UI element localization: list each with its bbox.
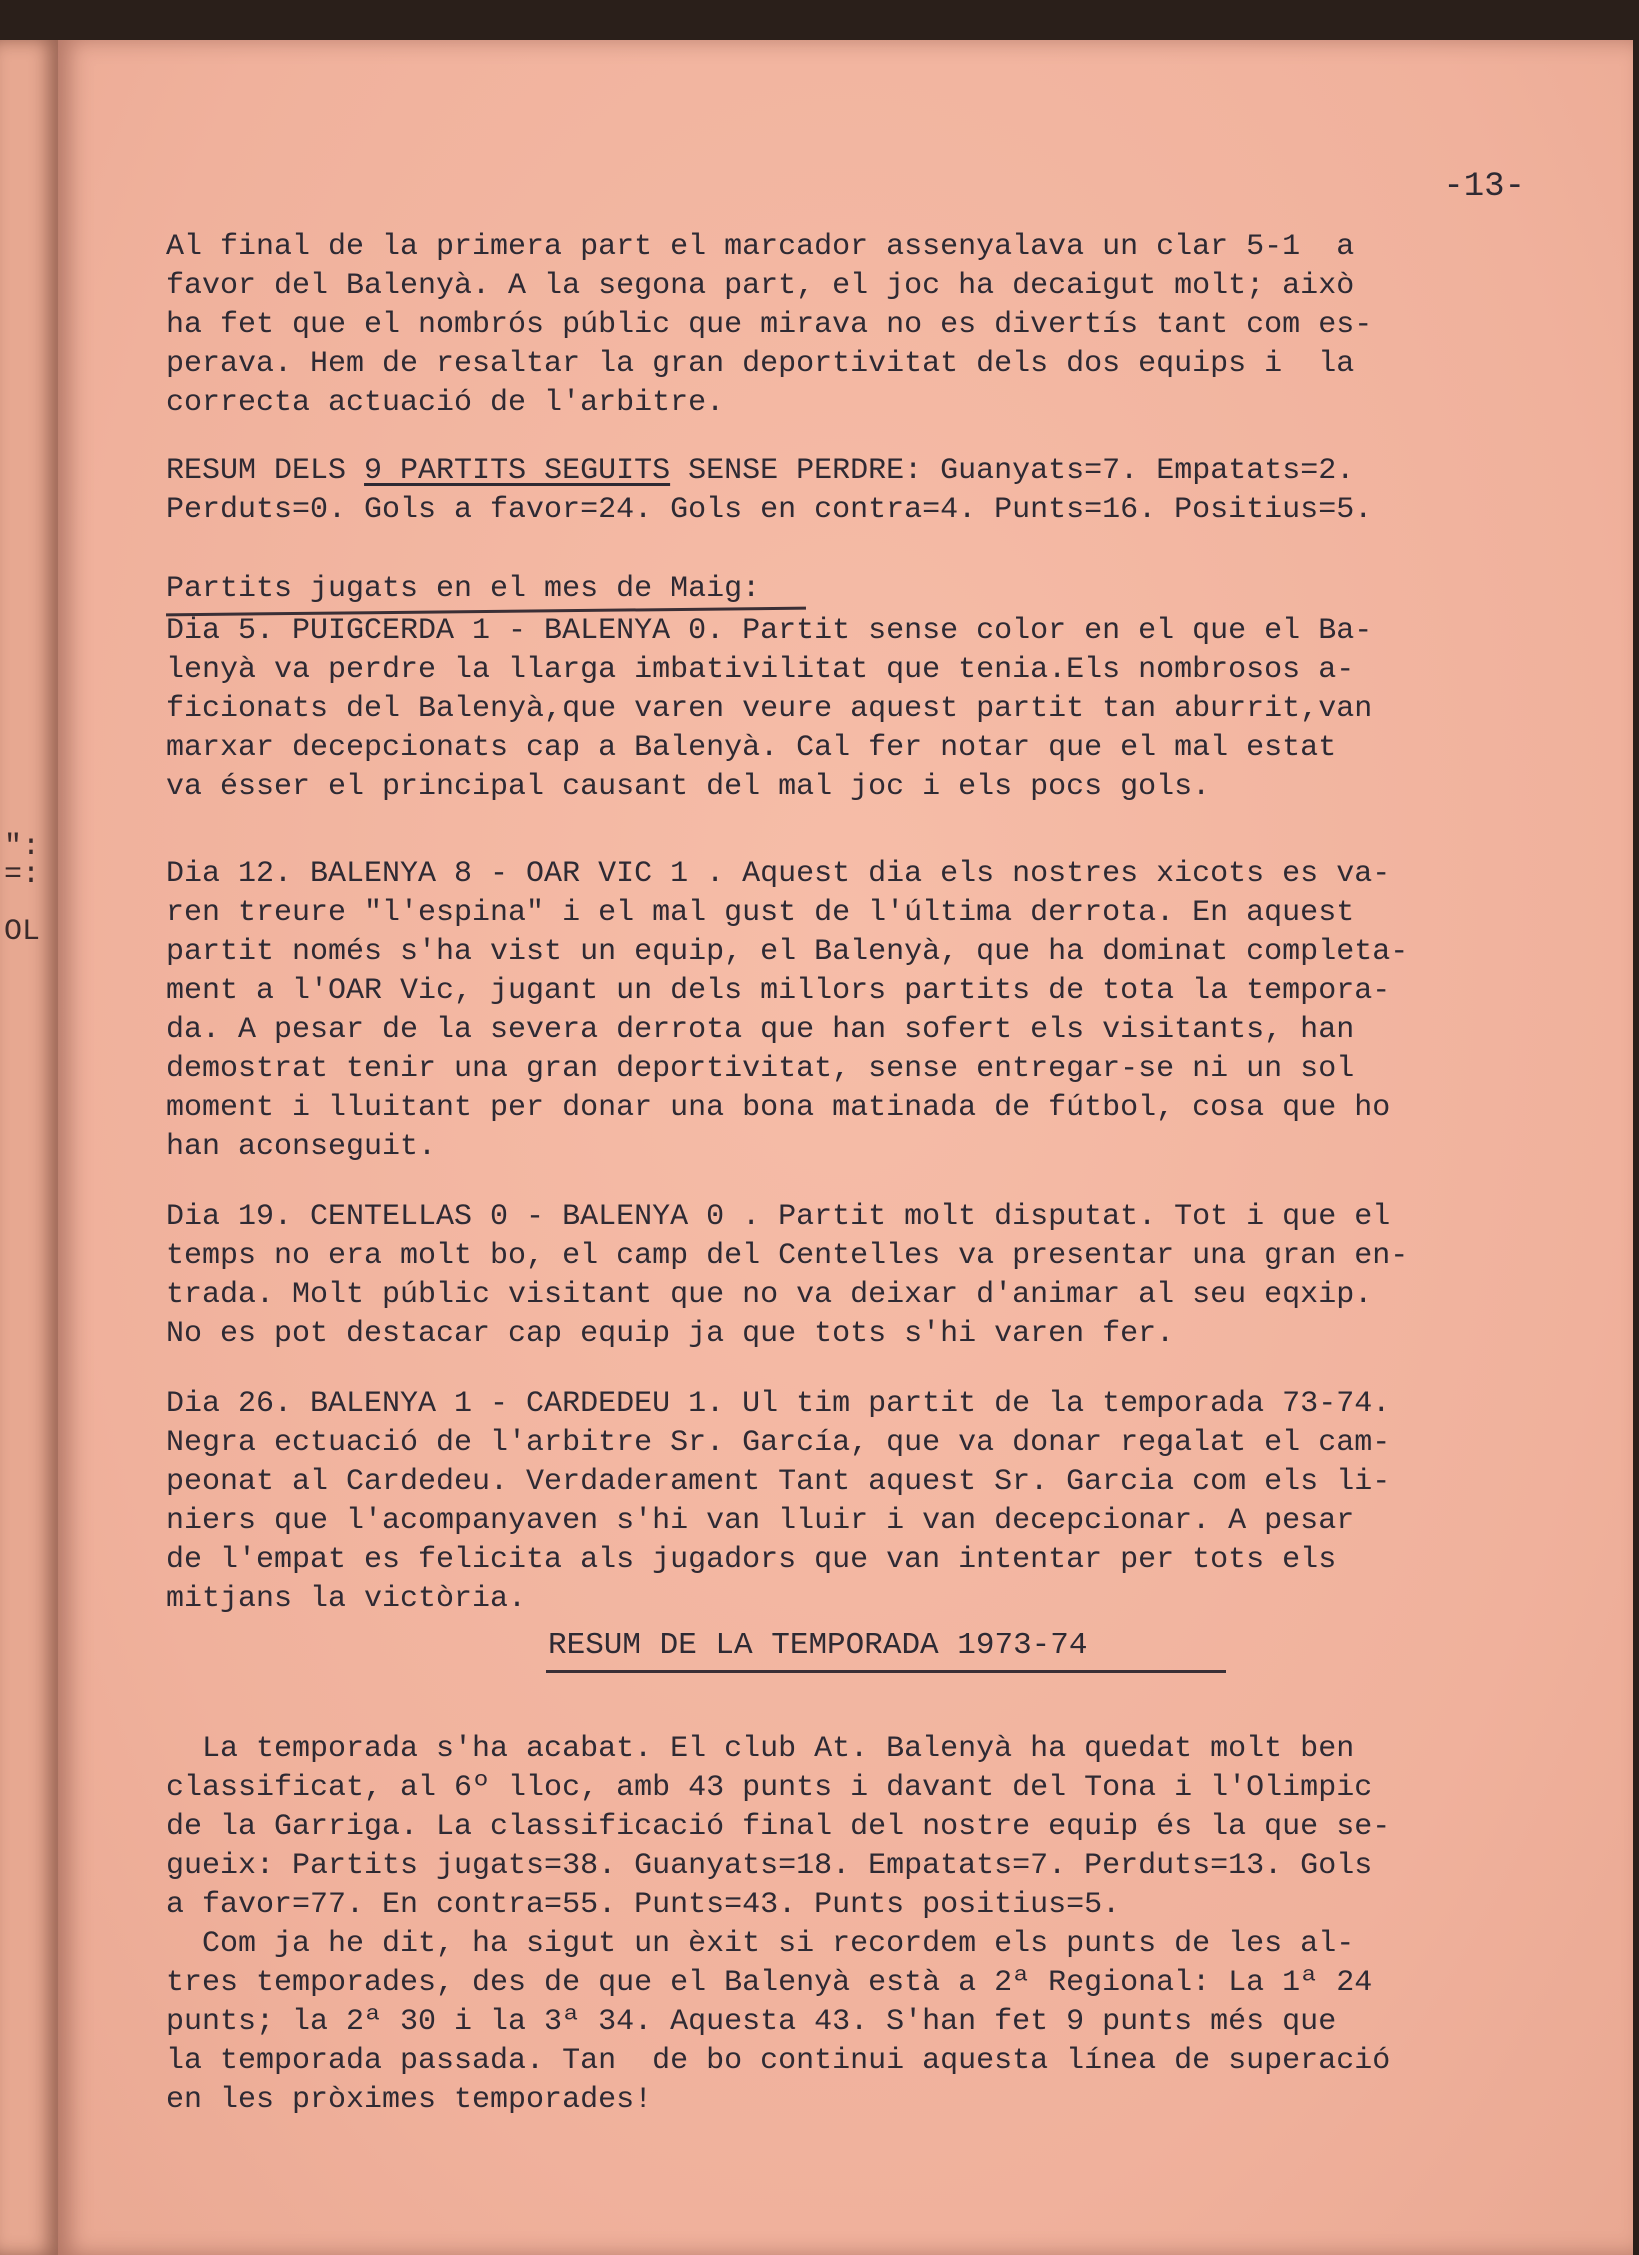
text-line: mitjans la victòria. bbox=[166, 1582, 527, 1616]
section-heading-may-matches: Partits jugats en el mes de Maig: bbox=[166, 572, 761, 606]
text-line: punts; la 2ª 30 i la 3ª 34. Aquesta 43. S'han fet 9 punts més que bbox=[166, 2005, 1337, 2039]
text-line: la temporada passada. Tan de bo continui aquesta línea de superació bbox=[166, 2044, 1391, 2078]
text-line: da. A pesar de la severa derrota que han sofert els visitants, han bbox=[166, 1013, 1355, 1047]
text-line: No es pot destacar cap equip ja que tots s'hi varen fer. bbox=[166, 1317, 1175, 1351]
season-comparison-paragraph bbox=[166, 1925, 1596, 2120]
summary-suffix: SENSE PERDRE: Guanyats=7. Empatats=2. bbox=[670, 454, 1355, 488]
text-line: han aconseguit. bbox=[166, 1130, 437, 1164]
summary-underlined: 9 PARTITS SEGUITS bbox=[364, 454, 671, 488]
text-line: a favor=77. En contra=55. Punts=43. Punts positius=5. bbox=[166, 1888, 1121, 1922]
text-line: Negra ectuació de l'arbitre Sr. García, que va donar regalat el cam- bbox=[166, 1426, 1391, 1460]
text-line: temps no era molt bo, el camp del Centelles va presentar una gran en- bbox=[166, 1239, 1409, 1273]
text-line: lenyà va perdre la llarga imbativilitat que tenia.Els nombrosos a- bbox=[166, 653, 1355, 687]
paragraph-first-half bbox=[166, 228, 1596, 423]
text-line bbox=[166, 452, 1596, 491]
prev-page-fragment: OL bbox=[4, 915, 41, 949]
text-line: Perduts=0. Gols a favor=24. Gols en contra=4. Punts=16. Positius=5. bbox=[166, 493, 1373, 527]
text-line: Dia 12. BALENYA 8 - OAR VIC 1 . Aquest dia els nostres xicots es va- bbox=[166, 857, 1391, 891]
text-line: de la Garriga. La classificació final del nostre equip és la que se- bbox=[166, 1810, 1391, 1844]
text-line: perava. Hem de resaltar la gran deportivitat dels dos equips i la bbox=[166, 347, 1355, 381]
text-line: correcta actuació de l'arbitre. bbox=[166, 386, 725, 420]
season-summary-heading: RESUM DE LA TEMPORADA 1973-74 bbox=[548, 1628, 1088, 1663]
matches-heading-block bbox=[166, 570, 1596, 609]
season-summary-paragraph bbox=[166, 1730, 1596, 1925]
text-line: moment i lluitant per donar una bona matinada de fútbol, cosa que ho bbox=[166, 1091, 1391, 1125]
text-line: favor del Balenyà. A la segona part, el joc ha decaigut molt; això bbox=[166, 269, 1355, 303]
text-line: Al final de la primera part el marcador assenyalava un clar 5-1 a bbox=[166, 230, 1355, 264]
text-line: trada. Molt públic visitant que no va deixar d'animar al seu eqxip. bbox=[166, 1278, 1373, 1312]
text-line: Dia 26. BALENYA 1 - CARDEDEU 1. Ul tim partit de la temporada 73-74. bbox=[166, 1387, 1391, 1421]
text-line: demostrat tenir una gran deportivitat, sense entregar-se ni un sol bbox=[166, 1052, 1355, 1086]
text-line: ment a l'OAR Vic, jugant un dels millors partits de tota la tempora- bbox=[166, 974, 1391, 1008]
prev-page-fragment: =: bbox=[4, 858, 41, 892]
text-line: partit només s'ha vist un equip, el Balenyà, que ha dominat completa- bbox=[166, 935, 1409, 969]
unbeaten-run-summary bbox=[166, 452, 1596, 530]
text-line: Com ja he dit, ha sigut un èxit si recordem els punts de les al- bbox=[166, 1927, 1355, 1961]
text-line: ficionats del Balenyà,que varen veure aquest partit tan aburrit,van bbox=[166, 692, 1373, 726]
previous-page-edge bbox=[0, 40, 58, 2255]
text-line: ren treure "l'espina" i el mal gust de l'última derrota. En aquest bbox=[166, 896, 1355, 930]
match-day-5 bbox=[166, 612, 1596, 807]
text-line: gueix: Partits jugats=38. Guanyats=18. Empatats=7. Perduts=13. Gols bbox=[166, 1849, 1373, 1883]
text-line: tres temporades, des de que el Balenyà està a 2ª Regional: La 1ª 24 bbox=[166, 1966, 1373, 2000]
season-heading-underline bbox=[546, 1670, 1226, 1673]
text-line: peonat al Cardedeu. Verdaderament Tant aquest Sr. Garcia com els li- bbox=[166, 1465, 1391, 1499]
text-line: classificat, al 6º lloc, amb 43 punts i davant del Tona i l'Olimpic bbox=[166, 1771, 1373, 1805]
text-line: en les pròximes temporades! bbox=[166, 2083, 653, 2117]
text-line: niers que l'acompanyaven s'hi van lluir i van decepcionar. A pesar bbox=[166, 1504, 1355, 1538]
text-line: Dia 5. PUIGCERDA 1 - BALENYA 0. Partit sense color en el que el Ba- bbox=[166, 614, 1373, 648]
text-line: de l'empat es felicita als jugadors que van intentar per tots els bbox=[166, 1543, 1337, 1577]
match-day-19 bbox=[166, 1198, 1596, 1354]
text-line: marxar decepcionats cap a Balenyà. Cal fer notar que el mal estat bbox=[166, 731, 1337, 765]
text-line: ha fet que el nombrós públic que mirava no es divertís tant com es- bbox=[166, 308, 1373, 342]
summary-prefix: RESUM DELS bbox=[166, 454, 365, 488]
document-page bbox=[58, 40, 1633, 2255]
match-day-12 bbox=[166, 855, 1596, 1167]
text-line: Dia 19. CENTELLAS 0 - BALENYA 0 . Partit molt disputat. Tot i que el bbox=[166, 1200, 1391, 1234]
match-day-26 bbox=[166, 1385, 1596, 1619]
text-line: La temporada s'ha acabat. El club At. Balenyà ha quedat molt ben bbox=[166, 1732, 1355, 1766]
prev-page-fragment: ": bbox=[4, 830, 41, 864]
page-number: -13- bbox=[1443, 168, 1525, 206]
text-line: va ésser el principal causant del mal joc i els pocs gols. bbox=[166, 770, 1211, 804]
